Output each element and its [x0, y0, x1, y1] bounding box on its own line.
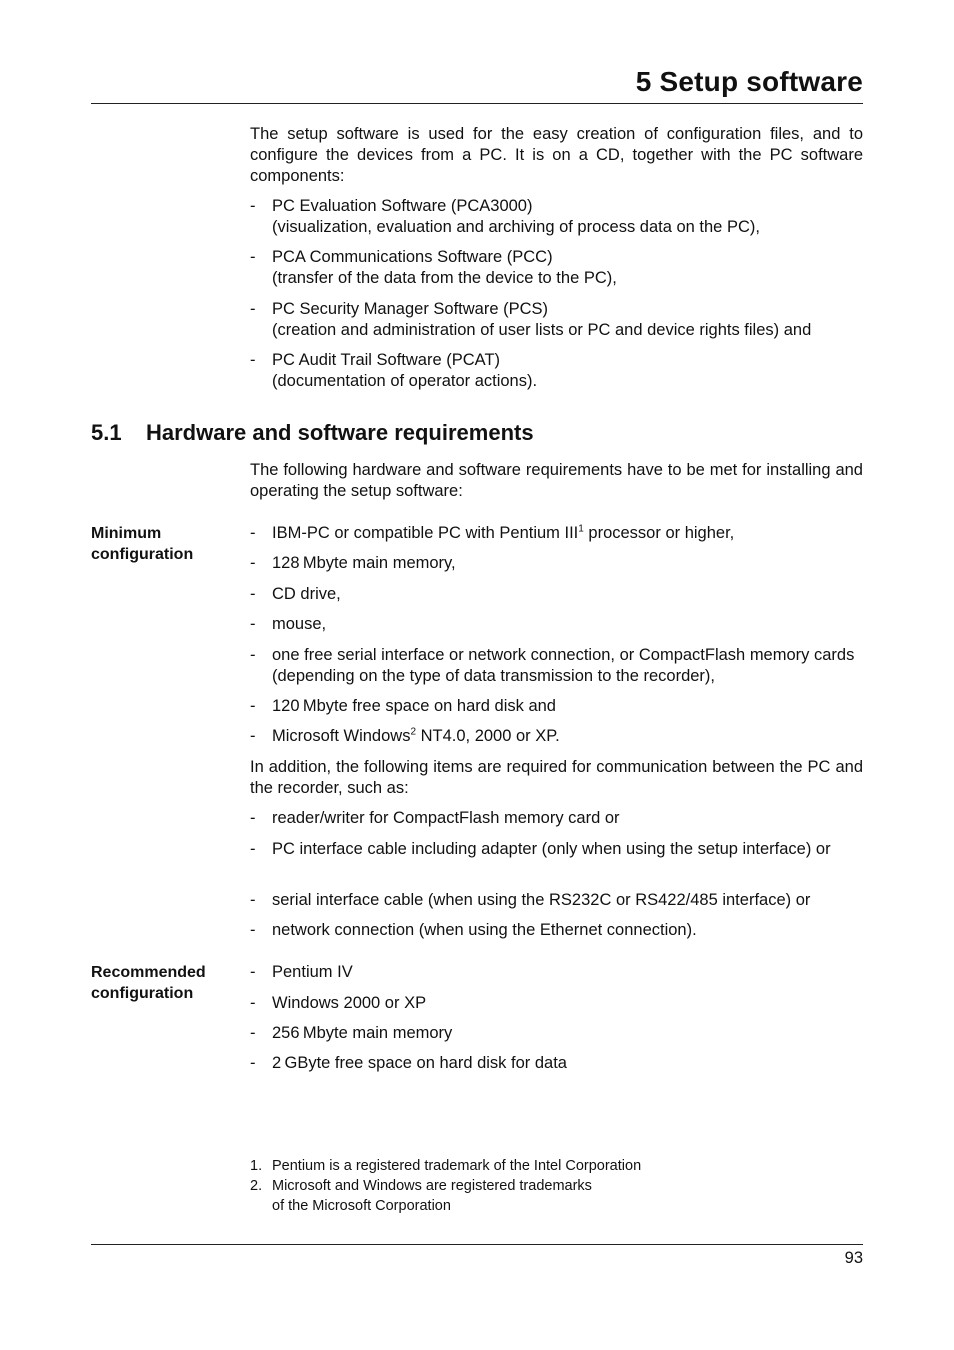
bullet-dash: -	[250, 524, 256, 542]
bullet-dash: -	[250, 197, 256, 215]
bullet-dash: -	[250, 697, 256, 715]
item-text: Pentium IV	[272, 963, 353, 981]
bullet-dash: -	[250, 248, 256, 266]
item-text: 256 Mbyte main memory	[272, 1024, 453, 1042]
bullet-dash: -	[250, 994, 256, 1012]
bullet-dash: -	[250, 809, 256, 827]
bullet-dash: -	[250, 351, 256, 369]
label-line: Minimum	[91, 525, 162, 542]
item-text: CD drive,	[272, 585, 341, 603]
list-item-title: PCA Communications Software (PCC)	[272, 248, 553, 266]
item-text: one free serial interface or network connection, or CompactFlash memory cards (depending on the type of data transmission to the recorder),	[272, 646, 855, 685]
label-line: configuration	[91, 546, 194, 563]
item-text: serial interface cable (when using the RS232C or RS422/485 interface) or	[272, 891, 811, 909]
bullet-dash: -	[250, 554, 256, 572]
footnote-text: Pentium is a registered trademark of the Intel Corporation	[272, 1158, 642, 1174]
footnote-ref: 2	[410, 726, 417, 738]
item-text: processor or higher,	[583, 524, 735, 542]
list-item-title: PC Security Manager Software (PCS)	[272, 300, 549, 318]
list-item-description: (creation and administration of user lists or PC and device rights files) and	[272, 321, 812, 339]
label-line: configuration	[91, 985, 194, 1002]
list-item-description: (visualization, evaluation and archiving of process data on the PC),	[272, 218, 760, 236]
item-text: Windows 2000 or XP	[272, 994, 427, 1012]
bullet-dash: -	[250, 727, 256, 745]
list-item-description: (transfer of the data from the device to the PC),	[272, 269, 617, 287]
section-number: 5.1	[91, 420, 122, 445]
bullet-dash: -	[250, 300, 256, 318]
minimum-configuration-label	[91, 523, 241, 565]
chapter-title: 5 Setup software	[635, 66, 863, 97]
intro-paragraph: The setup software is used for the easy creation of configuration files, and to configure the devices from a PC. It is on a CD, together with the PC software components:	[250, 125, 863, 185]
item-text: reader/writer for CompactFlash memory card or	[272, 809, 620, 827]
item-text: 120 Mbyte free space on hard disk and	[272, 697, 556, 715]
list-item-description: (documentation of operator actions).	[272, 372, 538, 390]
list-item-title: PC Evaluation Software (PCA3000)	[272, 197, 533, 215]
item-text: 2 GByte free space on hard disk for data	[272, 1054, 567, 1072]
label-line: Recommended	[91, 964, 206, 981]
item-text: network connection (when using the Ethernet connection).	[272, 921, 697, 939]
bullet-dash: -	[250, 615, 256, 633]
bullet-dash: -	[250, 1024, 256, 1042]
footnote-text: of the Microsoft Corporation	[272, 1197, 451, 1214]
item-text: Microsoft Windows	[272, 727, 411, 745]
bullet-dash: -	[250, 963, 256, 981]
item-text: mouse,	[272, 615, 327, 633]
bullet-dash: -	[250, 1054, 256, 1072]
section-title: Hardware and software requirements	[146, 420, 534, 445]
bullet-dash: -	[250, 840, 256, 858]
item-text: 128 Mbyte main memory,	[272, 554, 456, 572]
bullet-dash: -	[250, 891, 256, 909]
bullet-dash: -	[250, 585, 256, 603]
footnote-number: 2.	[250, 1178, 263, 1194]
footer-rule	[91, 1244, 863, 1245]
item-text: PC interface cable including adapter (only when using the setup interface) or	[272, 840, 831, 858]
section-intro: The following hardware and software requirements have to be met for installing and operating the setup software:	[250, 461, 863, 500]
footnote-number: 1.	[250, 1158, 263, 1174]
item-text: NT4.0, 2000 or XP.	[416, 727, 560, 745]
bullet-dash: -	[250, 646, 256, 664]
item-text: IBM-PC or compatible PC with Pentium III	[272, 524, 579, 542]
list-item-title: PC Audit Trail Software (PCAT)	[272, 351, 501, 369]
addition-paragraph: In addition, the following items are required for communication between the PC and the recorder, such as:	[250, 758, 863, 797]
page-number: 93	[844, 1249, 863, 1267]
section-heading	[91, 420, 534, 446]
footnote-text: Microsoft and Windows are registered trademarks	[272, 1178, 592, 1194]
bullet-dash: -	[250, 921, 256, 939]
header-rule	[91, 103, 863, 104]
recommended-configuration-label	[91, 962, 241, 1004]
footnote-ref: 1	[578, 523, 584, 535]
